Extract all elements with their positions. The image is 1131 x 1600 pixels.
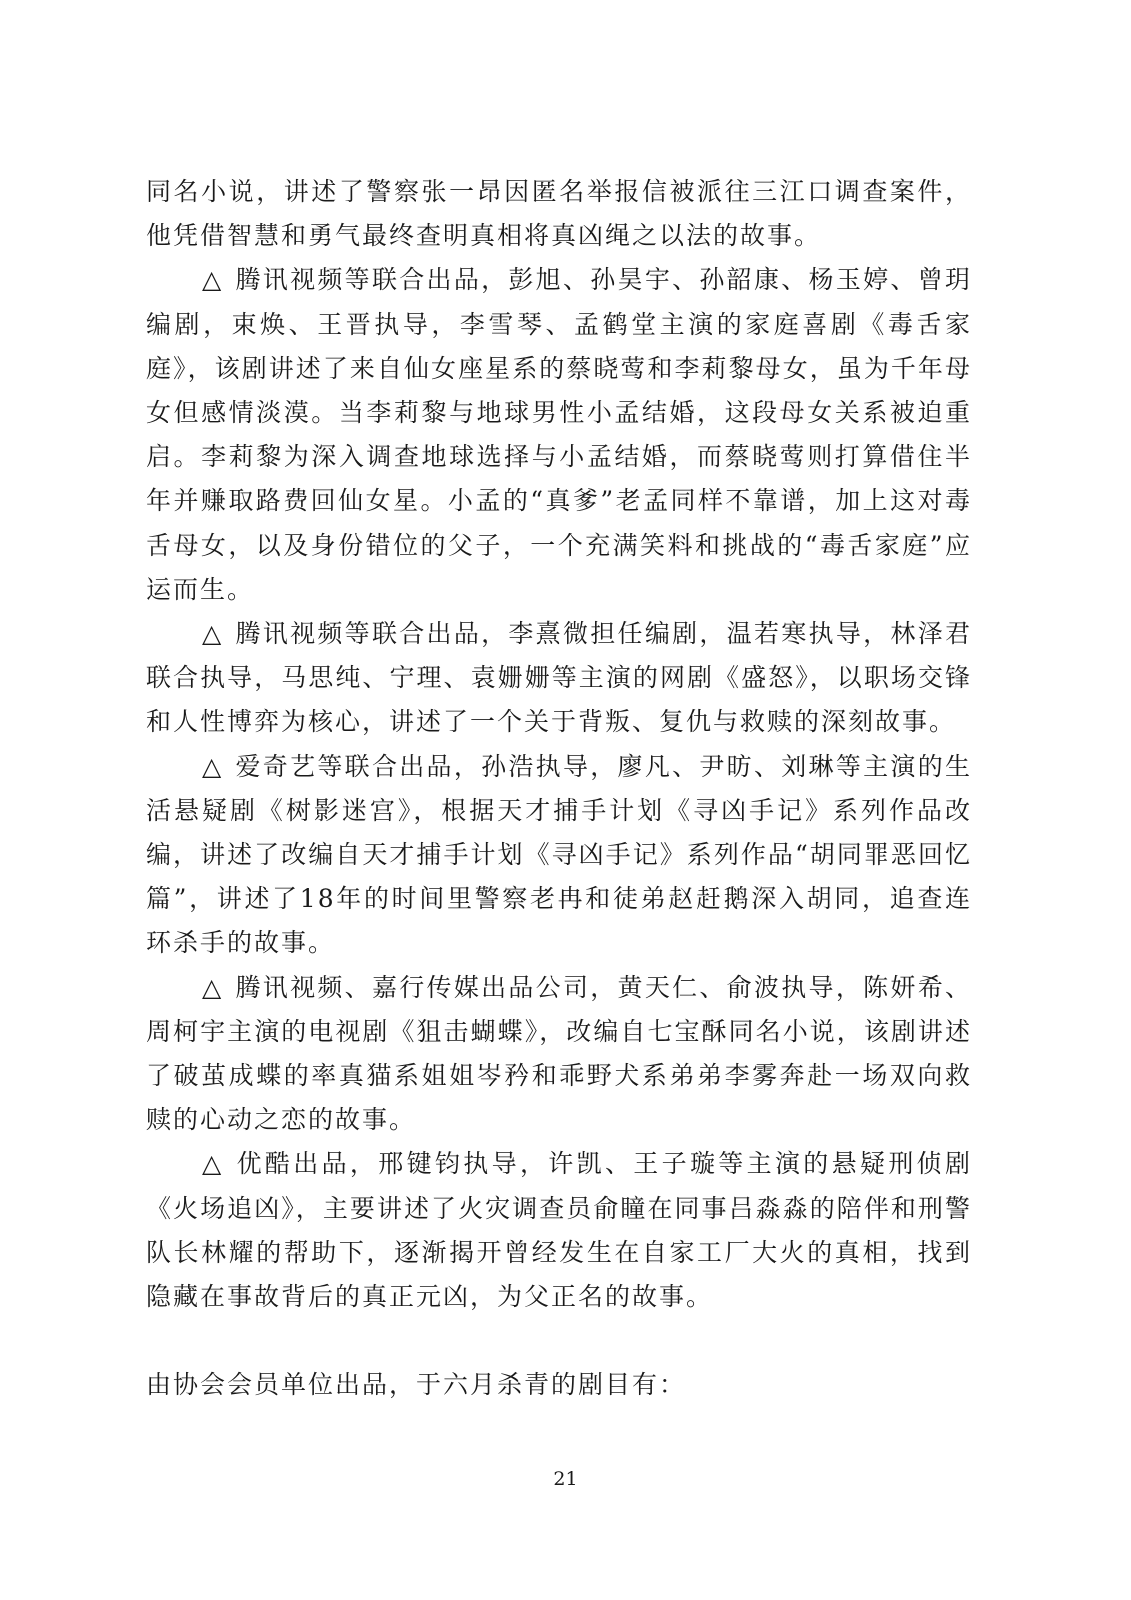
paragraph-entry: [146, 258, 972, 612]
triangle-bullet-icon: △: [202, 1149, 223, 1179]
paragraph-continuation: [146, 170, 972, 258]
triangle-bullet-icon: △: [202, 751, 222, 781]
paragraph-text: 腾讯视频等联合出品，彭旭、孙昊宇、孙韶康、杨玉婷、曾玥编剧，束焕、王晋执导，李雪琴、孟鹤堂主演的家庭喜剧《毒舌家庭》，该剧讲述了来自仙女座星系的蔡晓莺和李莉黎母女，虽为千年母女但感情淡漠。当李莉黎与地球男性小孟结婚，这段母女关系被迫重启。李莉黎为深入调查地球选择与小孟结婚，而蔡晓莺则打算借住半年并赚取路费回仙女星。小孟的“真爹”老孟同样不靠谱，加上这对毒舌母女，以及身份错位的父子，一个充满笑料和挑战的“毒舌家庭”应运而生。: [146, 265, 972, 604]
paragraph-text: 腾讯视频等联合出品，李熹微担任编剧，温若寒执导，林泽君联合执导，马思纯、宁理、袁姗姗等主演的网剧《盛怒》，以职场交锋和人性博弈为核心，讲述了一个关于背叛、复仇与救赎的深刻故事。: [146, 619, 972, 737]
triangle-bullet-icon: △: [202, 619, 222, 649]
paragraph-entry: [146, 745, 972, 966]
paragraph-entry: [146, 612, 972, 745]
triangle-bullet-icon: △: [202, 972, 222, 1002]
document-body: [146, 170, 972, 1407]
paragraph-text: 爱奇艺等联合出品，孙浩执导，廖凡、尹昉、刘琳等主演的生活悬疑剧《树影迷宫》，根据天才捕手计划《寻凶手记》系列作品改编，讲述了改编自天才捕手计划《寻凶手记》系列作品“胡同罪恶回忆篇”，讲述了18年的时间里警察老冉和徒弟赵赶鹅深入胡同，追查连环杀手的故事。: [146, 751, 972, 958]
paragraph-text: 优酷出品，邢键钧执导，许凯、王子璇等主演的悬疑刑侦剧《火场追凶》，主要讲述了火灾调查员俞瞳在同事吕淼淼的陪伴和刑警队长林耀的帮助下，逐渐揭开曾经发生在自家工厂大火的真相，找到隐藏在事故背后的真正元凶，为父正名的故事。: [146, 1149, 972, 1312]
triangle-bullet-icon: △: [202, 265, 222, 295]
page-number: 21: [553, 1468, 578, 1490]
paragraph-entry: [146, 1142, 972, 1319]
paragraph-text: 同名小说，讲述了警察张一昂因匿名举报信被派往三江口调查案件，他凭借智慧和勇气最终查明真相将真凶绳之以法的故事。: [146, 177, 972, 251]
paragraph-text: 腾讯视频、嘉行传媒出品公司，黄天仁、俞波执导，陈妍希、周柯宇主演的电视剧《狙击蝴蝶》，改编自七宝酥同名小说，该剧讲述了破茧成蝶的率真猫系姐姐岑矜和乖野犬系弟弟李雾奔赴一场双向救赎的心动之恋的故事。: [146, 972, 972, 1135]
paragraph-entry: [146, 966, 972, 1143]
closing-line: 由协会会员单位出品，于六月杀青的剧目有：: [146, 1370, 687, 1400]
